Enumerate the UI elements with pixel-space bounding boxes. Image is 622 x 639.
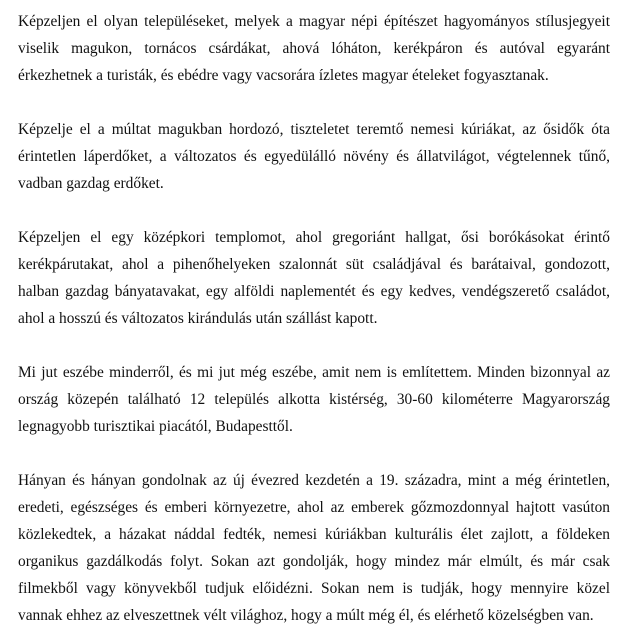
paragraph-1: Képzeljen el olyan településeket, melyek a magyar népi építészet hagyományos stílusjegyeit viselik magukon, tornácos csárdákat, ahová lóháton, kerékpáron és autóval egyaránt érkezhetnek a turisták, és ebédre vagy vacsorára ízletes magyar ételeket fogyasztanak.	[18, 13, 610, 84]
document-body	[18, 8, 610, 629]
paragraph-3: Képzeljen el egy középkori templomot, ahol gregoriánt hallgat, ősi borókásokat érintő kerékpárutakat, ahol a pihenőhelyeken szalonnát süt családjával és barátaival, gondozott, halban gazdag bányatavakat, egy alföldi naplementét és egy kedves, vendégszerető családot, ahol a hosszú és változatos kirándulás után szállást kapott.	[18, 229, 610, 327]
paragraph-5: Hányan és hányan gondolnak az új évezred kezdetén a 19. századra, mint a még érintetlen, eredeti, egészséges és emberi környezetre, ahol az emberek gőzmozdonnyal hajtott vasúton közlekedtek, a házakat náddal fedték, nemesi kúriákban kulturális élet zajlott, a földeken organikus gazdálkodás folyt. Sokan azt gondolják, hogy mindez már elmúlt, és már csak filmekből vagy könyvekből tudjuk előidézni. Sokan nem is tudják, hogy mennyire közel vannak ehhez az elveszettnek vélt világhoz, hogy a múlt még él, és elérhető közelségben van.	[18, 472, 610, 624]
paragraph-2: Képzelje el a múltat magukban hordozó, tiszteletet teremtő nemesi kúriákat, az ősidők óta érintetlen láperdőket, a változatos és egyedülálló növény és állatvilágot, végtelennek tűnő, vadban gazdag erdőket.	[18, 121, 610, 192]
paragraph-4: Mi jut eszébe minderről, és mi jut még eszébe, amit nem is említettem. Minden bizonnyal az ország közepén található 12 település alkotta kistérség, 30-60 kilométerre Magyarország legnagyobb turisztikai piacától, Budapesttől.	[18, 364, 610, 435]
